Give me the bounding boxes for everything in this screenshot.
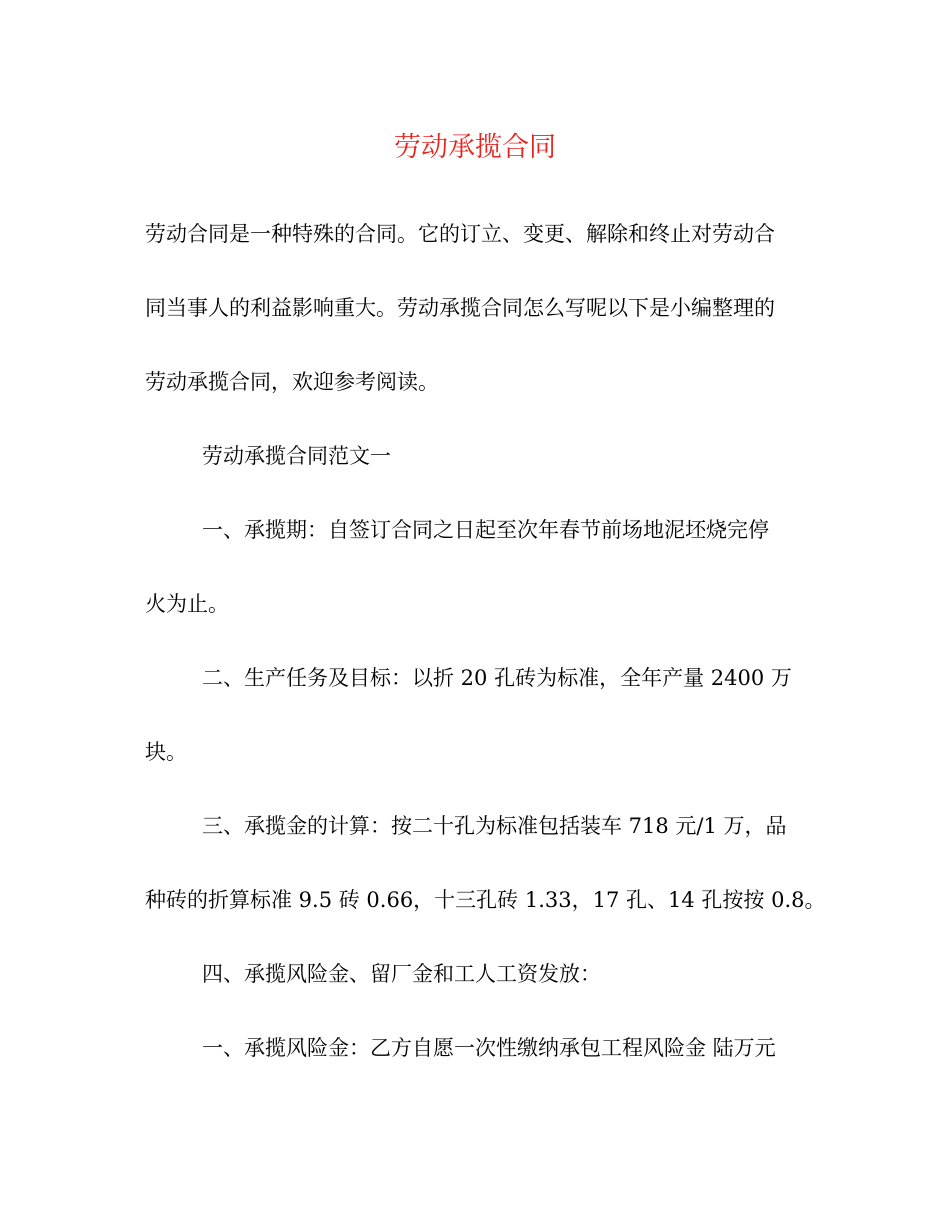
intro-line: 劳动承揽合同，欢迎参考阅读。 xyxy=(145,370,439,394)
clause-line: 三、承揽金的计算：按二十孔为标准包括装车 718 元/1 万，品 xyxy=(202,814,787,838)
clause-3 xyxy=(145,804,826,922)
document-title: 劳动承揽合同 xyxy=(394,132,556,163)
intro-line: 劳动合同是一种特殊的合同。它的订立、变更、解除和终止对劳动合 xyxy=(145,222,775,246)
clause-line: 一、承揽期：自签订合同之日起至次年春节前场地泥坯烧完停 xyxy=(202,518,769,542)
clause-4-1 xyxy=(145,1026,795,1070)
intro-line: 同当事人的利益影响重大。劳动承揽合同怎么写呢以下是小编整理的 xyxy=(145,296,775,320)
clause-line: 火为止。 xyxy=(145,592,229,616)
clause-1 xyxy=(145,508,795,626)
intro-paragraph xyxy=(145,212,795,404)
clause-line: 块。 xyxy=(145,740,187,764)
section-heading-block xyxy=(145,434,795,478)
clause-line: 四、承揽风险金、留厂金和工人工资发放： xyxy=(202,962,601,986)
clause-line: 一、承揽风险金：乙方自愿一次性缴纳承包工程风险金 陆万元 xyxy=(202,1036,776,1060)
clause-2 xyxy=(145,656,795,774)
section-heading: 劳动承揽合同范文一 xyxy=(202,444,391,468)
clause-4 xyxy=(145,952,795,996)
document-body xyxy=(145,212,826,1100)
clause-line: 种砖的折算标准 9.5 砖 0.66，十三孔砖 1.33，17 孔、14 孔按按 0.8。 xyxy=(145,888,826,912)
clause-line: 二、生产任务及目标：以折 20 孔砖为标准，全年产量 2400 万 xyxy=(202,666,792,690)
